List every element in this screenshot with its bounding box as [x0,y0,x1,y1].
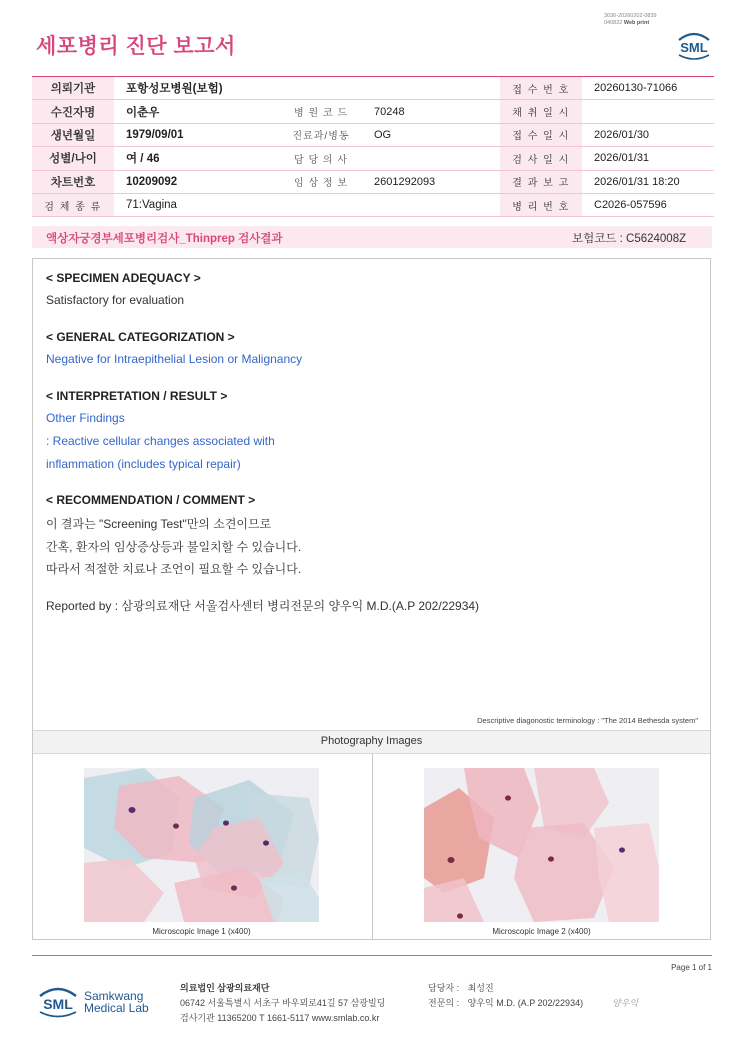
info-row [32,100,714,123]
photo-divider [372,754,373,940]
info-value: C2026-057596 [582,193,714,216]
doctor-name: 양우익 M.D. (A.P 202/22934) [467,998,584,1008]
interpretation-line: Other Findings [46,411,125,425]
info-label: 접 수 번 호 [500,77,582,100]
info-value: 20260130-71066 [582,77,714,100]
manager-name: 최성진 [467,983,494,993]
info-label: 병 리 번 호 [500,193,582,216]
info-value: 2026/01/31 [582,147,714,170]
info-label: 생년월일 [32,123,114,146]
interpretation-heading: < INTERPRETATION / RESULT > [46,389,228,403]
info-label: 검 사 일 시 [500,147,582,170]
info-value: 10209092 [114,170,280,193]
info-value [362,77,500,100]
brand-name [84,990,149,1014]
info-value [362,147,500,170]
info-row [32,123,714,146]
brand-line-1: Samkwang [84,989,144,1003]
info-value: OG [362,123,500,146]
print-code [604,13,657,26]
footer-address: 06742 서울특별시 서초구 바우뫼로41길 57 삼광빌딩 [180,998,386,1008]
print-label: Web print [623,19,650,26]
info-value: 1979/09/01 [114,123,280,146]
specimen-adequacy-text: Satisfactory for evaluation [46,293,185,307]
info-value: 이춘우 [114,100,280,123]
info-label: 결 과 보 고 [500,170,582,193]
photography-title: Photography Images [320,735,423,747]
info-label: 채 취 일 시 [500,100,582,123]
info-label: 임 상 정 보 [280,170,362,193]
footer-divider [32,955,712,956]
info-label: 수진자명 [32,100,114,123]
info-value [362,193,500,216]
info-label: 진료과/병동 [280,123,362,146]
info-row [32,147,714,170]
manager-label: 담당자 : [428,983,460,993]
info-label [280,193,362,216]
footer-doctor [428,996,583,1009]
sml-logo-icon [673,26,715,62]
info-value: 71:Vagina [114,193,280,216]
info-label: 병 원 코 드 [280,100,362,123]
info-row [32,77,714,100]
doctor-signature: 양우익 [612,999,639,1009]
info-value: 포항성모병원(보험) [114,77,280,100]
reported-by: Reported by : 삼광의료재단 서울검사센터 병리전문의 양우익 M.D.(A.P 202/22934) [46,599,480,613]
exam-name: 액상자궁경부세포병리검사_Thinprep 검사결과 [46,233,283,245]
logo-text: SML [680,40,708,55]
info-value: 70248 [362,100,500,123]
general-categorization-heading: < GENERAL CATEGORIZATION > [46,330,235,344]
insurance-code: 보험코드 : C5624008Z [572,233,687,245]
info-value: 2601292093 [362,170,500,193]
info-label [280,77,362,100]
brand-line-2: Medical Lab [84,1001,149,1015]
terminology-note: Descriptive diagonostic terminology : "The 2014 Bethesda system" [477,716,698,725]
footer-contact: 검사기관 11365200 T 1661-5117 www.smlab.co.kr [180,1013,380,1023]
info-value: 2026/01/30 [582,123,714,146]
recommendation-line: 따라서 적절한 치료나 조언이 필요할 수 있습니다. [46,562,302,576]
print-code-line2: 040822 [604,19,623,26]
recommendation-line: 이 결과는 "Screening Test"만의 소견이므로 [46,517,272,531]
page-number: Page 1 of 1 [671,963,712,972]
info-label: 의뢰기관 [32,77,114,100]
info-label: 차트번호 [32,170,114,193]
footer-org: 의료법인 삼광의료재단 [180,983,270,993]
report-title: 세포병리 진단 보고서 [36,35,236,58]
image-2-caption: Microscopic Image 2 (x400) [492,927,591,936]
print-code-line1: 3036-20260202-0839 [604,13,657,19]
sml-footer-logo-icon [36,980,80,1020]
info-label: 접 수 일 시 [500,123,582,146]
info-value [582,100,714,123]
info-value: 여 / 46 [114,147,280,170]
recommendation-line: 간혹, 환자의 임상증상등과 불일치할 수 있습니다. [46,540,302,554]
info-label: 성별/나이 [32,147,114,170]
recommendation-heading: < RECOMMENDATION / COMMENT > [46,493,256,507]
general-categorization-text: Negative for Intraepithelial Lesion or Malignancy [46,352,303,366]
info-row [32,170,714,193]
info-label: 담 당 의 사 [280,147,362,170]
svg-text:SML: SML [43,996,73,1012]
info-value: 2026/01/31 18:20 [582,170,714,193]
patient-info-table [32,76,714,217]
footer-manager [428,981,494,994]
microscopic-image-2 [424,768,659,922]
specimen-adequacy-heading: < SPECIMEN ADEQUACY > [46,271,201,285]
interpretation-line: : Reactive cellular changes associated with [46,434,275,448]
microscopic-image-1 [84,768,319,922]
doctor-label: 전문의 : [428,998,460,1008]
interpretation-line: inflammation (includes typical repair) [46,457,241,471]
info-row [32,193,714,216]
info-label: 검 체 종 류 [32,193,114,216]
image-1-caption: Microscopic Image 1 (x400) [152,927,251,936]
